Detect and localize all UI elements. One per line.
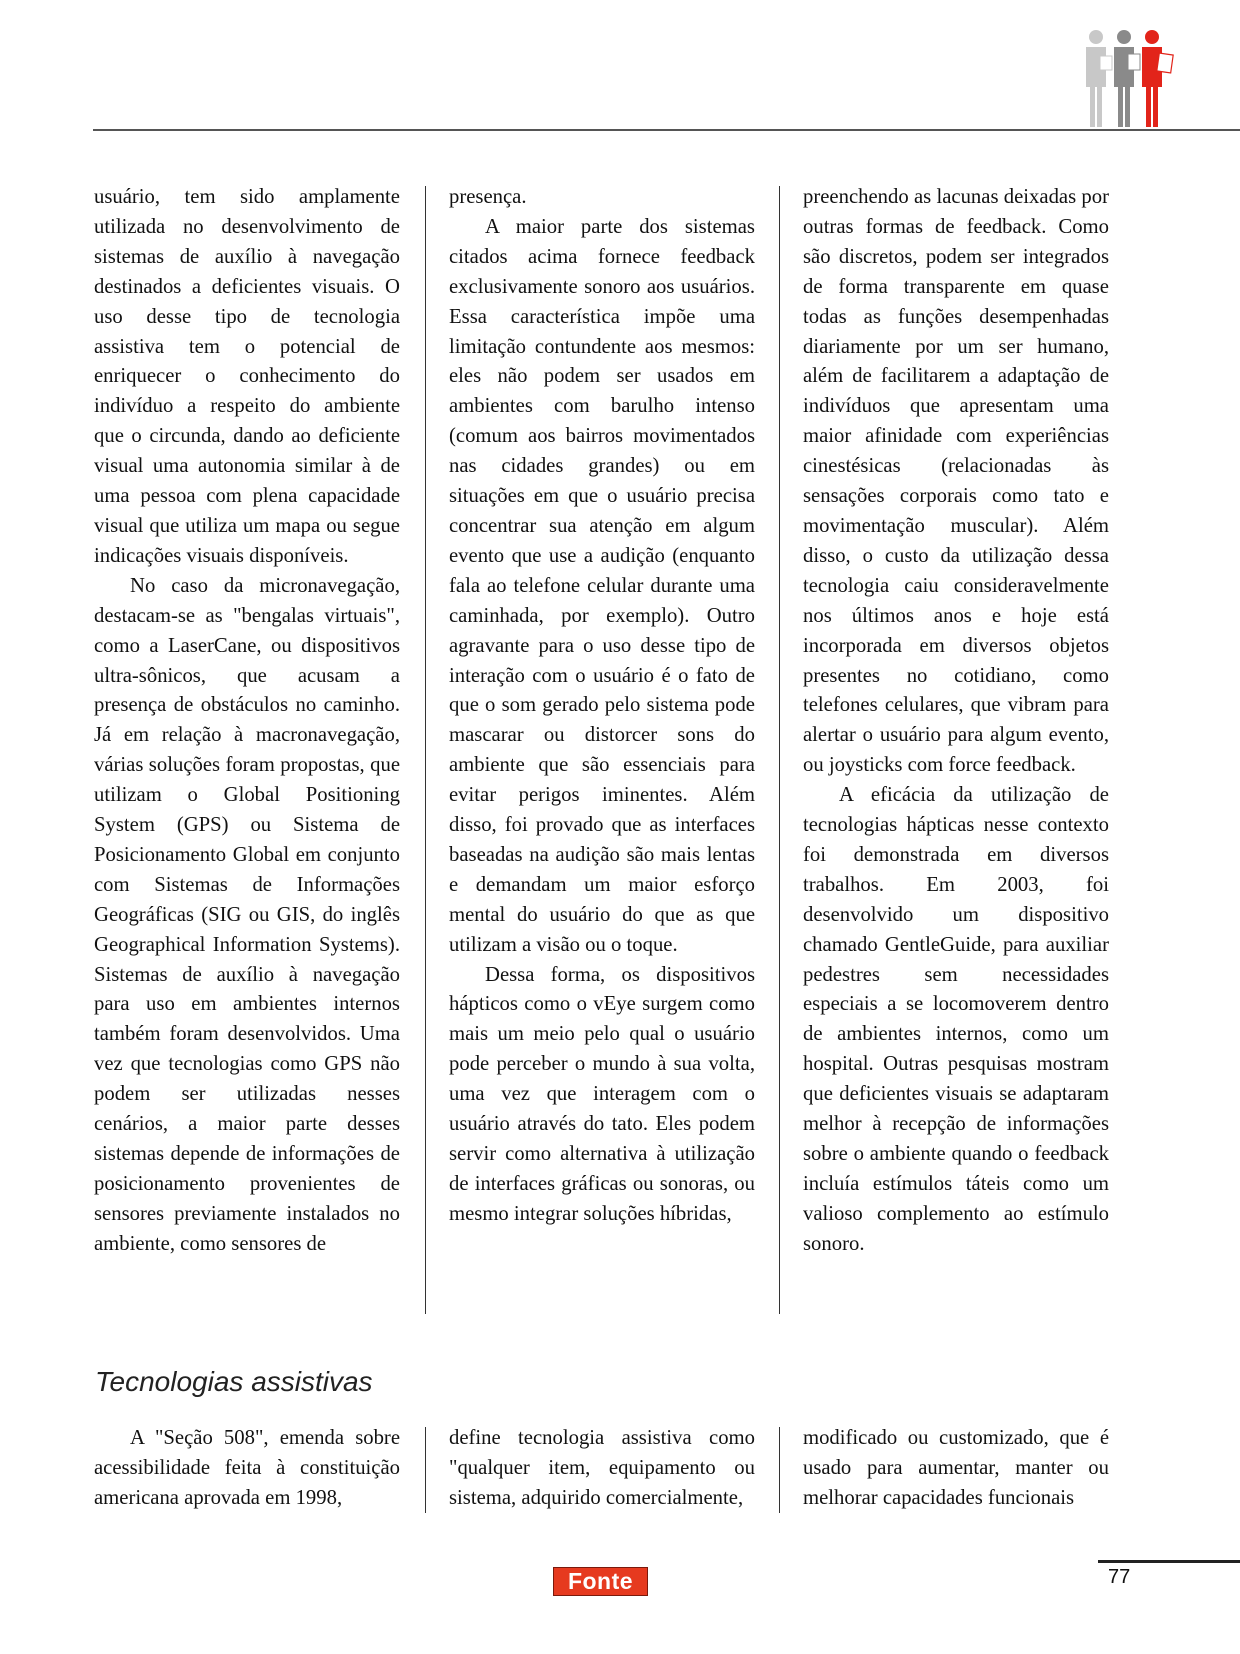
top-column-3	[803, 183, 1109, 1260]
column-divider	[779, 1427, 780, 1513]
column-divider	[425, 186, 426, 1314]
paragraph: Dessa forma, os dispositivos hápticos como o vEye surgem como mais um meio pelo qual o usuário pode perceber o mundo à sua volta, uma vez que interagem com o usuário através do tato. Eles podem servir como alternativa à utilização de interfaces gráficas ou sonoras, ou mesmo integrar soluções híbridas,	[449, 963, 755, 1225]
footer-rule	[1098, 1560, 1240, 1563]
bottom-column-2	[449, 1424, 755, 1514]
paragraph: A "Seção 508", emenda sobre acessibilidade feita à constituição americana aprovada em 1998,	[94, 1427, 400, 1509]
paragraph: A maior parte dos sistemas citados acima fornece feedback exclusivamente sonoro aos usuários. Essa característica impõe uma limitação contundente aos mesmos: eles não podem ser usados em ambientes com barulho intenso (comum aos bairros movimentados nas cidades grandes) ou em situações em que o usuário precisa concentrar sua atenção em algum evento que use a audição (enquanto fala ao telefone celular durante uma caminhada, por exemplo). Outro agravante para o uso desse tipo de interação com o usuário é o fato de que o som gerado pelo sistema pode mascarar ou distorcer sons do ambiente que são essenciais para evitar perigos iminentes. Além disso, foi provado que as interfaces baseadas na audição são mais lentas e demandam um maior esforço mental do usuário do que as que utilizam a visão ou o toque.	[449, 215, 755, 956]
paragraph: define tecnologia assistiva como "qualquer item, equipamento ou sistema, adquirido comercialmente,	[449, 1427, 755, 1509]
column-divider	[425, 1427, 426, 1513]
people-figures-icon	[1078, 28, 1178, 130]
paragraph: presença.	[449, 186, 527, 208]
paragraph: modificado ou customizado, que é usado para aumentar, manter ou melhorar capacidades funcionais	[803, 1427, 1109, 1509]
paragraph: No caso da micronavegação, destacam-se as "bengalas virtuais", como a LaserCane, ou dispositivos ultra-sônicos, que acusam a presença de obstáculos no caminho. Já em relação à macronavegação, várias soluções foram propostas, que utilizam o Global Positioning System (GPS) ou Sistema de Posicionamento Global em conjunto com Sistemas de Informações Geográficas (SIG ou GIS, do inglês Geographical Information Systems). Sistemas de auxílio à navegação para uso em ambientes internos também foram desenvolvidos. Uma vez que tecnologias como GPS não podem ser utilizadas nesses cenários, a maior parte desses sistemas depende de informações de posicionamento provenientes de sensores previamente instalados no ambiente, como sensores de	[94, 574, 400, 1255]
paragraph: preenchendo as lacunas deixadas por outras formas de feedback. Como são discretos, podem ser integrados de forma transparente em quase todas as funções desempenhadas diariamente por um ser humano, além de facilitarem a adaptação de indivíduos que apresentam uma maior afinidade com experiências cinestésicas (relacionadas às sensações corporais como tato e movimentação muscular). Além disso, o custo da utilização dessa tecnologia caiu consideravelmente nos últimos anos e hoje está incorporada em diversos objetos presentes no cotidiano, como telefones celulares, que vibram para alertar o usuário para algum evento, ou joysticks com force feedback.	[803, 186, 1109, 777]
section-heading: Tecnologias assistivas	[95, 1366, 373, 1397]
top-column-2	[449, 183, 755, 1230]
page-number: 77	[1108, 1566, 1131, 1588]
paragraph: A eficácia da utilização de tecnologias hápticas nesse contexto foi demonstrada em diversos trabalhos. Em 2003, foi desenvolvido um dispositivo chamado GentleGuide, para auxiliar pedestres sem necessidades especiais a se locomoverem dentro de ambientes internos, como um hospital. Outras pesquisas mostram que deficientes visuais se adaptaram melhor à recepção de informações sobre o ambiente quando o feedback incluía estímulos táteis como um valioso complemento ao estímulo sonoro.	[803, 784, 1109, 1255]
fonte-logo	[553, 1567, 648, 1596]
bottom-column-1	[94, 1424, 400, 1514]
column-divider	[779, 186, 780, 1314]
top-column-1	[94, 183, 400, 1260]
paragraph: usuário, tem sido amplamente utilizada no desenvolvimento de sistemas de auxílio à navegação destinados a deficientes visuais. O uso desse tipo de tecnologia assistiva tem o potencial de enriquecer o conhecimento do indivíduo a respeito do ambiente que o circunda, dando ao deficiente visual uma autonomia similar à de uma pessoa com plena capacidade visual que utiliza um mapa ou segue indicações visuais disponíveis.	[94, 186, 400, 567]
brand-label: Fonte	[567, 1568, 634, 1594]
bottom-column-3	[803, 1424, 1109, 1514]
header-rule	[93, 129, 1240, 131]
